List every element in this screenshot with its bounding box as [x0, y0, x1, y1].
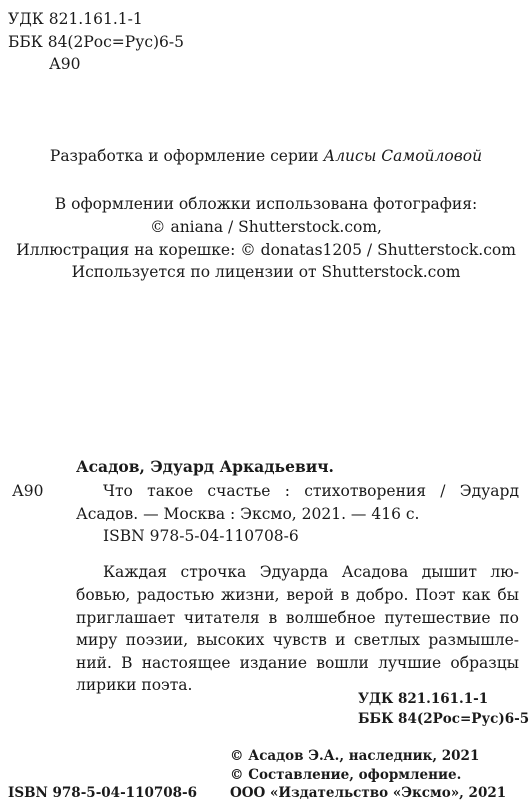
catalog-bbk: ББК 84(2Рос=Рус)6-5	[358, 711, 530, 727]
annotation-line-1: Каждая строчка Эдуарда Асадова дышит лю-	[103, 563, 519, 581]
copyright-line-2: © Составление, оформление.	[230, 767, 462, 783]
photo-credit-line-1: В оформлении обложки использована фотография:	[54, 195, 478, 213]
copyright-line-3: ООО «Издательство «Эксмо», 2021	[230, 785, 507, 801]
series-designer: Алисы Самойловой	[323, 147, 483, 165]
annotation-line-4: миру поэзии, высоких чувств и светлых размышле-	[76, 631, 519, 649]
photo-credit-line-4: Используется по лицензии от Shutterstock.com	[71, 263, 461, 281]
photo-credit-line-3: Иллюстрация на корешке: © donatas1205 / Shutterstock.com	[16, 241, 516, 259]
copyright-line-1: © Асадов Э.А., наследник, 2021	[230, 748, 480, 764]
top-udk: УДК 821.161.1-1	[8, 10, 143, 28]
catalog-udk: УДК 821.161.1-1	[358, 691, 489, 707]
catalog-author-mark: А90	[12, 482, 44, 500]
annotation-line-3: приглашает читателя в волшебное путешествие по	[76, 609, 519, 627]
annotation-line-2: бовью, радостью жизни, верой в добро. Поэт как бы	[76, 586, 519, 604]
catalog-author: Асадов, Эдуард Аркадьевич.	[76, 457, 334, 476]
annotation-line-5: ний. В настоящее издание вошли лучшие образцы	[76, 654, 519, 672]
series-credit	[0, 149, 532, 165]
footer-isbn: ISBN 978-5-04-110708-6	[8, 785, 198, 801]
catalog-description-line-2: Асадов. — Москва : Эксмо, 2021. — 416 с.	[76, 505, 420, 523]
top-author-mark: А90	[49, 55, 81, 73]
catalog-description-line-1: Что такое счастье : стихотворения / Эдуард	[103, 482, 519, 500]
top-bbk: ББК 84(2Рос=Рус)6-5	[8, 33, 185, 51]
annotation-line-6: лирики поэта.	[76, 676, 193, 694]
series-credit-prefix: Разработка и оформление серии	[49, 147, 324, 165]
catalog-isbn: ISBN 978-5-04-110708-6	[103, 527, 299, 545]
photo-credit-line-2: © aniana / Shutterstock.com,	[150, 218, 382, 236]
